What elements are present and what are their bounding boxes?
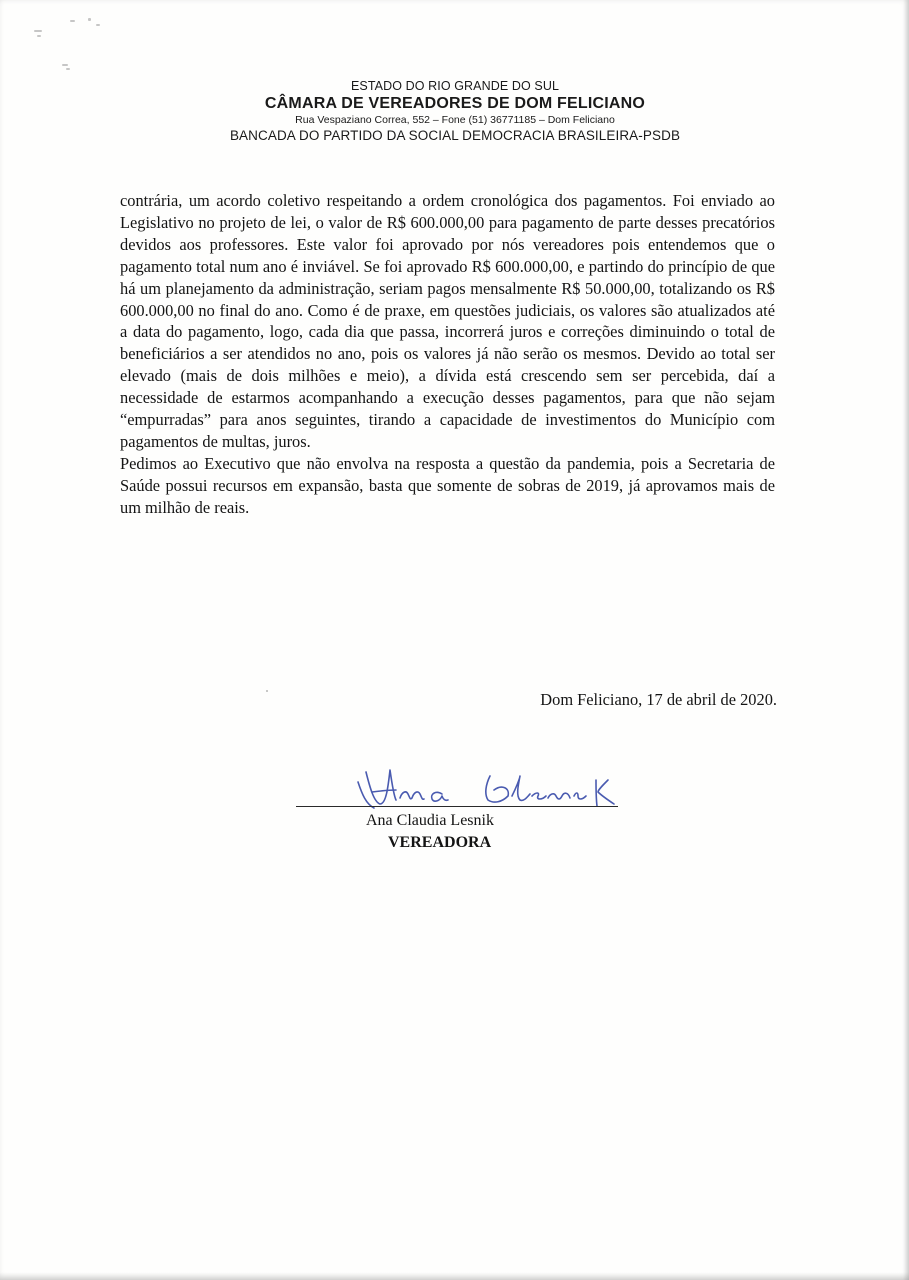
- letter-body: [120, 190, 775, 519]
- signature-line: [296, 806, 618, 807]
- body-paragraph-2: Pedimos ao Executivo que não envolva na resposta a questão da pandemia, pois a Secretaria de Saúde possui recursos em expansão, basta que somente de sobras de 2019, já aprovamos mais de um milhão de reais.: [120, 453, 775, 517]
- body-paragraph-1: contrária, um acordo coletivo respeitando a ordem cronológica dos pagamentos. Foi enviado ao Legislativo no projeto de lei, o valor de R$ 600.000,00 para pagamento de parte desses precatórios devidos aos professores. Este valor foi aprovado por nós vereadores pois entendemos que o pagamento total num ano é inviável. Se foi aprovado R$ 600.000,00, e partindo do princípio de que há um planejamento da administração, seriam pagos mensalmente R$ 50.000,00, totalizando os R$ 600.000,00 no final do ano. Como é de praxe, em questões judiciais, os valores são atualizados até a data do pagamento, logo, cada dia que passa, incorrerá juros e correções diminuindo o total de beneficiários a ser atendidos no ano, pois os valores já não serão os mesmos. Devido ao total ser elevado (mais de dois milhões e meio), a dívida está crescendo sem ser percebida, daí a necessidade de estarmos acompanhando a execução desses pagamentos, para que não sejam “empurradas” para anos seguintes, tirando a capacidade de investimentos do Município com pagamentos de multas, juros.: [120, 191, 775, 451]
- signer-name: Ana Claudia Lesnik: [366, 812, 494, 829]
- page-edge-right: [903, 0, 909, 1280]
- date-line: Dom Feliciano, 17 de abril de 2020.: [540, 690, 777, 709]
- letterhead-party: BANCADA DO PARTIDO DA SOCIAL DEMOCRACIA BRASILEIRA-PSDB: [229, 128, 681, 143]
- signer-role: VEREADORA: [388, 834, 492, 851]
- letterhead: [150, 79, 760, 144]
- letterhead-chamber: CÂMARA DE VEREADORES DE DOM FELICIANO: [264, 95, 646, 112]
- signer-block: [360, 810, 560, 854]
- handwritten-signature: [352, 758, 622, 818]
- letterhead-state: ESTADO DO RIO GRANDE DO SUL: [350, 79, 560, 93]
- page-edge-bottom: [0, 1272, 909, 1280]
- letterhead-address: Rua Vespaziano Correa, 552 – Fone (51) 36771185 – Dom Feliciano: [295, 114, 615, 126]
